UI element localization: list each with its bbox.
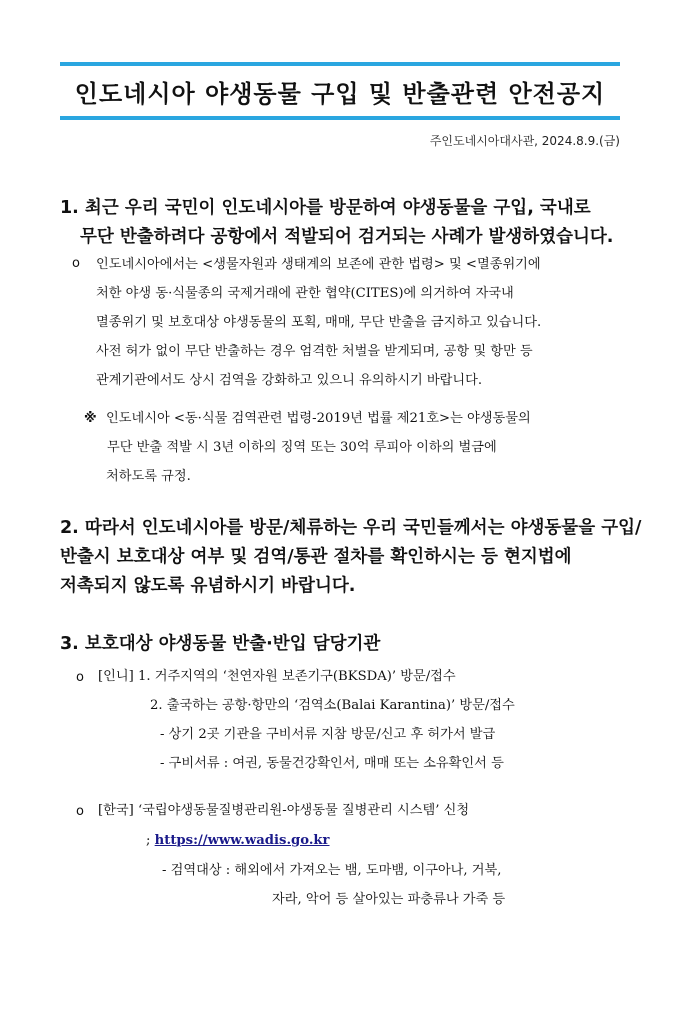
section1-paragraph (96, 250, 541, 395)
note-line: 인도네시아 <동·식물 검역관련 법령-2019년 법률 제21호>는 야생동물의 (106, 411, 531, 426)
wadis-link[interactable]: https://www.wadis.go.kr (154, 833, 330, 848)
note-mark: ※ (84, 411, 97, 426)
section1-para-line: 인도네시아에서는 <생물자원과 생태계의 보존에 관한 법령> 및 <멸종위기에 (96, 257, 541, 272)
section2-line2: 반출시 보호대상 여부 및 검역/통관 절차를 확인하시는 등 현지법에 (60, 547, 572, 567)
section1-para-line: 관계기관에서도 상시 검역을 강화하고 있으니 유의하시기 바랍니다. (96, 373, 483, 388)
bullet-circle: o (76, 670, 84, 685)
section1-para-line: 멸종위기 및 보호대상 야생동물의 포획, 매매, 무단 반출을 금지하고 있습니다. (96, 315, 542, 330)
section2-text (60, 514, 640, 601)
section2-line1: 2. 따라서 인도네시아를 방문/체류하는 우리 국민들께서는 야생동물을 구입/ (60, 518, 642, 538)
section3-heading (60, 630, 640, 659)
korea-agency-line3: - 검역대상 : 해외에서 가져오는 뱀, 도마뱀, 이구아나, 거북, (162, 863, 502, 878)
section1-heading-line2: 무단 반출하려다 공항에서 적발되어 검거되는 사례가 발생하였습니다. (80, 227, 614, 247)
korea-agency-line4: 자라, 악어 등 살아있는 파충류나 가죽 등 (272, 892, 506, 907)
indonesia-agency-line3: - 상기 2곳 기관을 구비서류 지참 방문/신고 후 허가서 발급 (160, 727, 496, 742)
section1-para-line: 처한 야생 동·식물종의 국제거래에 관한 협약(CITES)에 의거하여 자국내 (96, 286, 514, 301)
section1-heading (60, 194, 640, 252)
section2-line3: 저촉되지 않도록 유념하시기 바랍니다. (60, 576, 356, 596)
note-line: 무단 반출 적발 시 3년 이하의 징역 또는 30억 루피아 이하의 벌금에 (107, 440, 497, 455)
bullet-circle: o (76, 804, 84, 819)
note-line: 처하도록 규정. (106, 469, 191, 484)
bullet-circle: o (72, 256, 80, 271)
title-box (60, 62, 620, 120)
link-prefix: ; (146, 833, 151, 848)
section1-note (106, 404, 531, 491)
page-title: 인도네시아 야생동물 구입 및 반출관련 안전공지 (74, 79, 606, 108)
indonesia-agency-line4: - 구비서류 : 여권, 동물건강확인서, 매매 또는 소유확인서 등 (160, 756, 504, 771)
indonesia-agency-line2: 2. 출국하는 공항·항만의 ‘검역소(Balai Karantina)’ 방문/접수 (150, 698, 515, 713)
korea-agency-line1: [한국] ‘국립야생동물질병관리원-야생동물 질병관리 시스템’ 신청 (98, 803, 470, 818)
korea-agency-link-line (146, 826, 330, 855)
section1-heading-line1: 1. 최근 우리 국민이 인도네시아를 방문하여 야생동물을 구입, 국내로 (60, 198, 591, 218)
section1-para-line: 사전 허가 없이 무단 반출하는 경우 엄격한 처벌을 받게되며, 공항 및 항만 등 (96, 344, 533, 359)
indonesia-agency-line1: [인니] 1. 거주지역의 ‘천연자원 보존기구(BKSDA)’ 방문/접수 (98, 669, 456, 684)
section3-heading-text: 3. 보호대상 야생동물 반출·반입 담당기관 (60, 634, 381, 654)
issuer-date: 주인도네시아대사관, 2024.8.9.(금) (429, 134, 620, 148)
